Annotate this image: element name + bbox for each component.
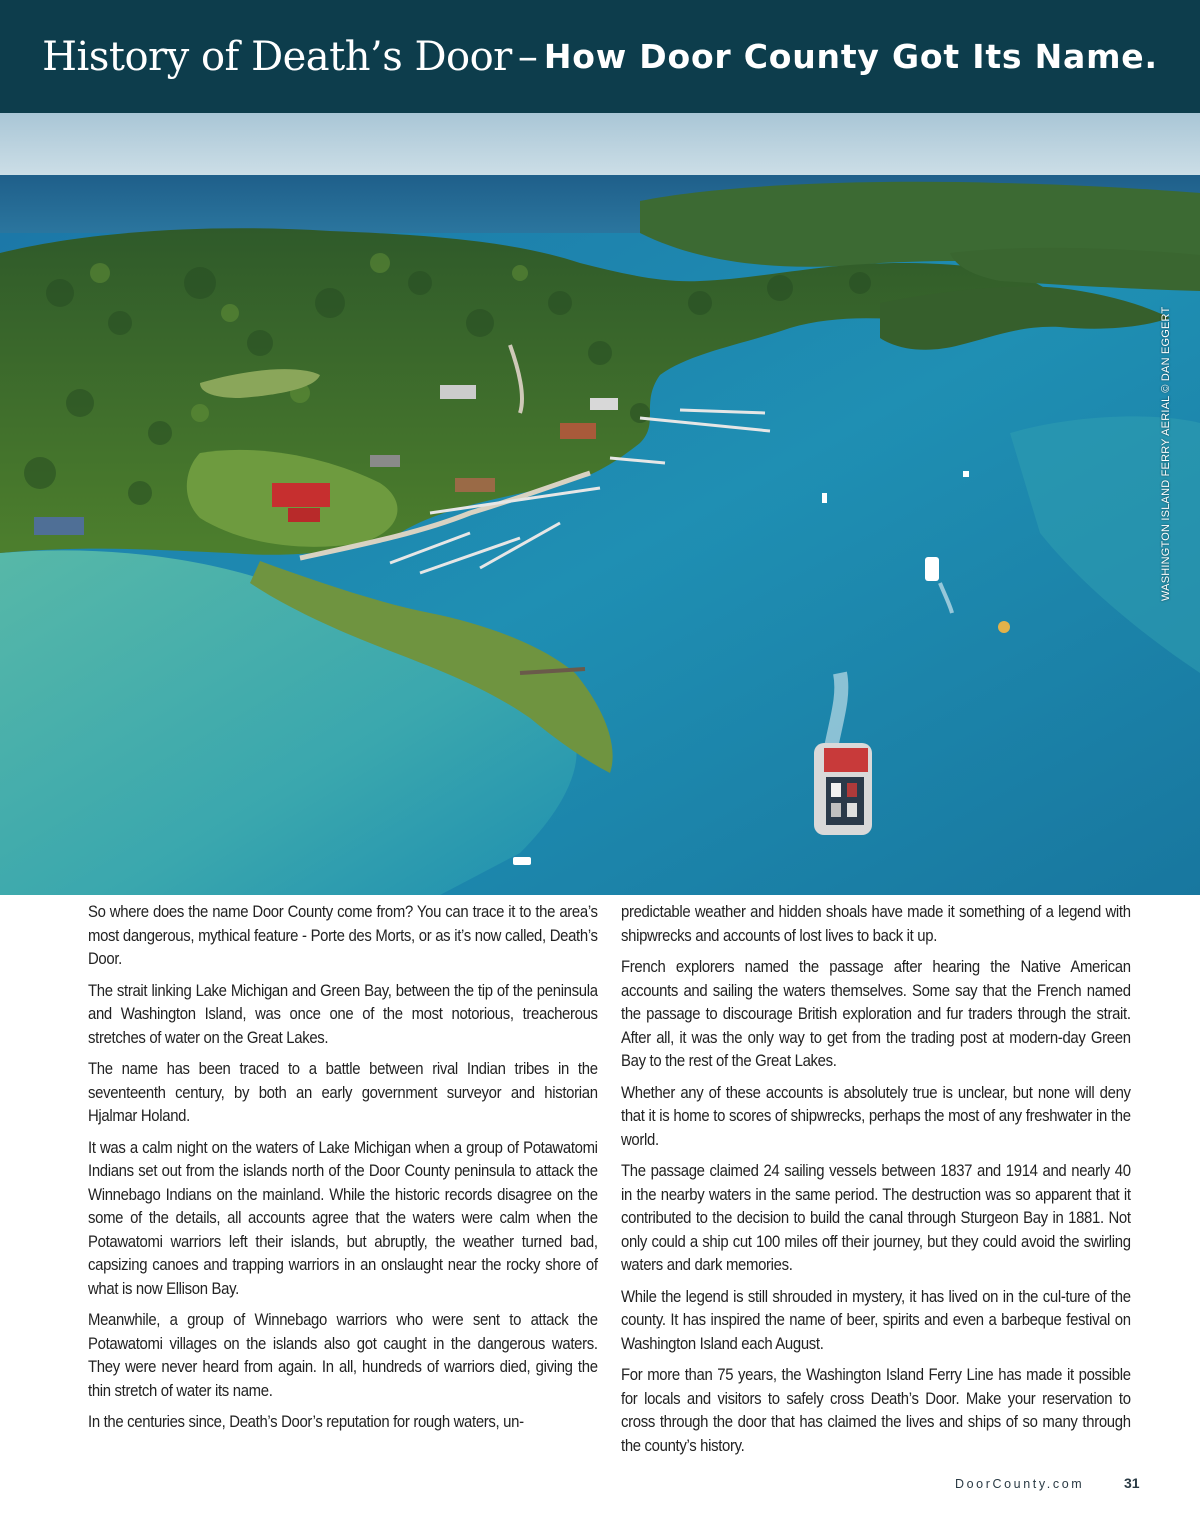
paragraph: For more than 75 years, the Washington Island Ferry Line has made it possible for locals and visitors to safely cross Death’s Door. Make your reservation to cross through the door that has claimed the lives and ships of so many through the county’s history. [621,1366,1131,1455]
title-dash: – [517,33,538,80]
paragraph: The passage claimed 24 sailing vessels between 1837 and 1914 and nearly 40 in the nearby waters in the same period. The destruction was so apparent that it contributed to the decision to build the canal through Sturgeon Bay in 1881. Not only could a ship cut 100 miles off their journey, but they could avoid the swirling waters and dark memories. [621,1162,1131,1274]
paragraph: predictable weather and hidden shoals have made it something of a legend with shipwrecks and accounts of lost lives to back it up. [621,903,1131,945]
page-number: 31 [1124,1475,1140,1491]
page-subtitle: How Door County Got Its Name. [543,37,1158,76]
photo-credit: WASHINGTON ISLAND FERRY AERIAL © DAN EGGERT [1160,306,1172,601]
page-header [0,0,1200,113]
paragraph: Whether any of these accounts is absolutely true is unclear, but none will deny that it is home to scores of shipwrecks, perhaps the most of any freshwater in the world. [621,1083,1131,1149]
paragraph: In the centuries since, Death’s Door’s reputation for rough waters, un- [88,1413,524,1431]
paragraph: The strait linking Lake Michigan and Green Bay, between the tip of the peninsula and Washington Island, was once one of the most notorious, treacherous stretches of water on the Great Lakes. [88,981,598,1047]
aerial-photo [0,113,1200,895]
paragraph: So where does the name Door County come from? You can trace it to the area’s most dangerous, mythical feature - Porte des Morts, or as it’s now called, Death’s Door. [88,903,598,968]
paragraph: French explorers named the passage after hearing the Native American accounts and sailing the waters themselves. Some say that the French named the passage to discourage British exploration and fur traders through the strait. After all, it was the only way to get from the trading post at modern-day Green Bay to the rest of the Great Lakes. [621,958,1131,1070]
article-column-1 [88,901,598,1443]
paragraph: It was a calm night on the waters of Lake Michigan when a group of Potawatomi Indians set out from the islands north of the Door County peninsula to attack the Winnebago Indians on the mainland. While the historic records disagree on the some of the details, all accounts agree that the waters were calm when the Potawatomi warriors left their islands, but abruptly, the weather turned bad, capsizing canoes and trapping warriors in an onslaught near the rocky shore of what is now Ellison Bay. [88,1138,598,1298]
footer-website: DoorCounty.com [955,1477,1085,1491]
page-title: History of Death’s Door [42,33,512,80]
paragraph: While the legend is still shrouded in mystery, it has lived on in the cul-ture of the county. It has inspired the name of beer, spirits and even a barbeque festival on Washington Island each August. [621,1287,1131,1353]
article-column-2 [621,901,1131,1466]
paragraph: The name has been traced to a battle between rival Indian tribes in the seventeenth century, by both an early government surveyor and historian Hjalmar Holand. [88,1060,598,1125]
paragraph: Meanwhile, a group of Winnebago warriors who were sent to attack the Potawatomi villages on the islands also got caught in the dangerous waters. They were never heard from again. In all, hundreds of warriors died, giving the thin stretch of water its name. [88,1311,598,1400]
